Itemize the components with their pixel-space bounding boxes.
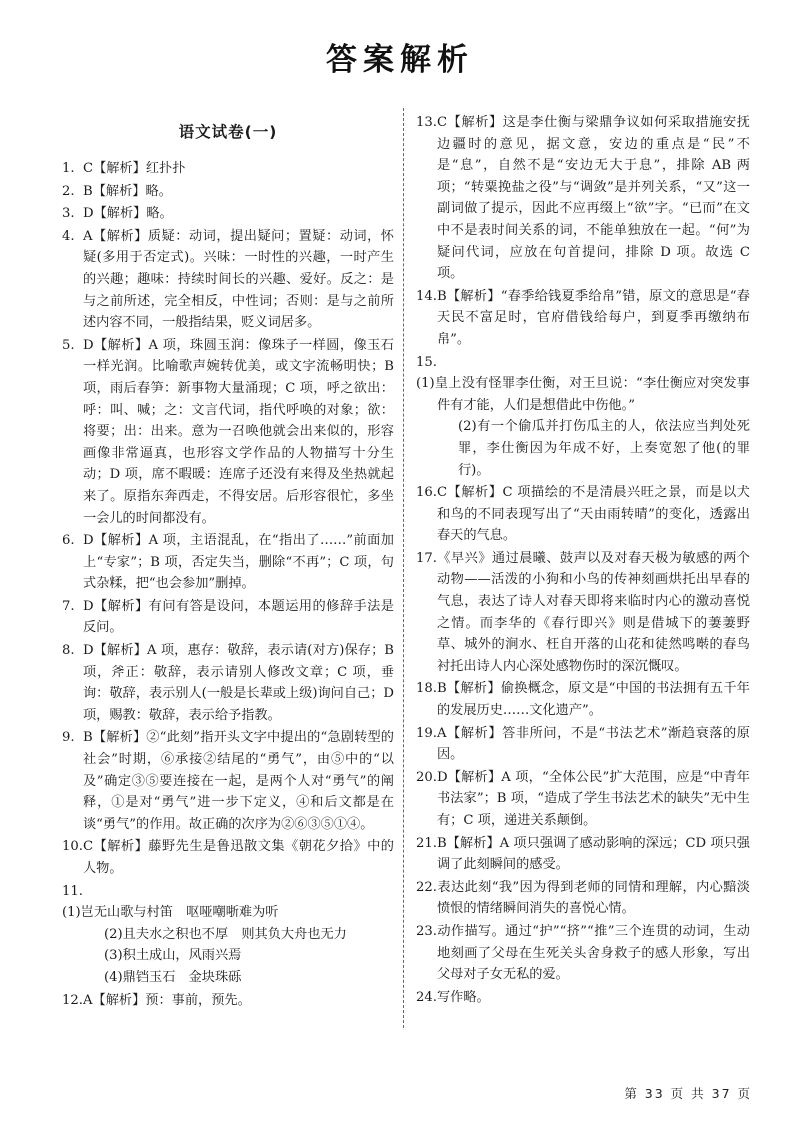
answer-text: A【解析】预：事前，预先。 <box>83 992 251 1008</box>
answer-text: A【解析】质疑：动词，提出疑问；置疑：动词，怀疑(多用于否定式)。兴味：一时性的兴趣，一时产生的兴趣；趣味：持续时间长的兴趣、爱好。反之：是与之前所述，完全相反，中性词；否则：是与之前所述内容不同，一般指结果，贬义词居多。 <box>83 228 394 331</box>
answer-item <box>62 990 394 1012</box>
answer-text: C【解析】红扑扑 <box>83 161 186 176</box>
answer-item <box>62 158 394 180</box>
answer-text: D【解析】A 项，珠圆玉润：像珠子一样圆，像玉石一样光润。比喻歌声婉转优美，或文字流畅明快；B 项，雨后春笋：新事物大量涌现；C 项，呼之欲出：呼：叫、喊；之：文言代词，指代呼唤的对象；欲：将要；出：出来。意为一召唤他就会出来似的，形容画像非常逼真，也形容文学作品的人物描写十分生动；D 项，席不暇暖：连席子还没有来得及坐热就起来了。原指东奔西走，不得安居。后形容很忙，多坐一会儿的时间都没有。 <box>83 337 394 526</box>
answer-text: D【解析】有问有答是设问，本题运用的修辞手法是反问。 <box>83 598 394 636</box>
answer-number: 23. <box>416 923 437 939</box>
answer-item <box>416 921 750 986</box>
answer-text: B【解析】“春季给钱夏季给帛”错，原文的意思是“春天民不富足时，官府借钱给每户，到夏季再缴纳布帛”。 <box>437 288 750 347</box>
answer-text: C【解析】这是李仕衡与梁鼎争议如何采取措施安抚边疆时的意见，据文意，安边的重点是“民”不是“息”，自然不是“安边无大于息”，排除 AB 两项；“转粟挽盐之役”与“调敛”是并列关系，“又”这一副词做了提示，因此不应再缀上“欲”字。“已而”在文中不是表时间关系的词，不能单独放在一起。“何”为疑问代词，应放在句首提问，排除 D 项。故选 C 项。 <box>437 115 750 282</box>
answer-number: 3. <box>62 206 75 222</box>
answer-number: 20. <box>416 769 437 785</box>
page-footer: 第 33 页 共 37 页 <box>624 1086 752 1101</box>
answer-number: 11. <box>62 883 83 899</box>
answer-number: 8. <box>62 643 75 659</box>
answer-text: B【解析】A 项只强调了感动影响的深远；CD 项只强调了此刻瞬间的感受。 <box>437 835 750 873</box>
answer-text: C【解析】C 项描绘的不是清晨兴旺之景，而是以犬和鸟的不同表现写出了“天由雨转晴”的变化，透露出春天的气息。 <box>437 485 750 544</box>
answer-item <box>62 727 394 835</box>
answer-number: 15. <box>416 354 437 370</box>
answer-number: 14. <box>416 288 437 304</box>
answer-list-right <box>416 112 750 1008</box>
answer-item <box>416 723 750 766</box>
column-divider <box>403 108 404 1028</box>
answer-number: 24. <box>416 989 437 1005</box>
answer-subitem: (2)有一个偷瓜并打伤瓜主的人，依法应当判处死罪，李仕衡因为年成不好，上奏宽恕了他(的罪行)。 <box>458 419 750 478</box>
section-title: 语文试卷(一) <box>178 123 278 141</box>
answer-item <box>416 678 750 721</box>
answer-subitem-row <box>83 945 394 967</box>
answer-item <box>62 881 394 989</box>
answer-number: 7. <box>62 598 75 614</box>
answer-number: 2. <box>62 183 75 199</box>
answer-text: 表达此刻“我”因为得到老师的同情和理解，内心黯淡愤恨的情绪瞬间消失的喜悦心情。 <box>437 879 750 917</box>
answer-number: 5. <box>62 337 75 353</box>
answer-item <box>416 833 750 876</box>
answer-number: 18. <box>416 681 437 697</box>
answer-item <box>62 335 394 529</box>
answer-item <box>62 640 394 726</box>
answer-text: 动作描写。通过“护”“挤”“推”三个连贯的动词，生动地刻画了父母在生死关头舍身救子的感人形象，写出父母对子女无私的爱。 <box>437 923 750 983</box>
answer-text: A【解析】答非所问，不是“书法艺术”渐趋衰落的原因。 <box>437 725 750 763</box>
answer-number: 10. <box>62 839 83 855</box>
answer-number: 4. <box>62 228 75 244</box>
answer-subitem-row <box>437 416 750 481</box>
answer-text: D【解析】A 项，惠存：敬辞，表示请(对方)保存；B 项，斧正：敬辞，表示请别人修改文章；C 项，垂询：敬辞，表示别人(一般是长辈或上级)询问自己；D 项，赐教：敬辞，表示给予指教。 <box>83 643 394 723</box>
answer-subitem-row <box>83 924 394 946</box>
answer-item <box>416 548 750 678</box>
answer-number: 1. <box>62 161 75 176</box>
answer-text <box>62 902 394 924</box>
answer-item <box>62 203 394 225</box>
answer-subitem: (1)皇上没有怪罪李仕衡，对王旦说：“李仕衡应对突发事件有才能，人们是想借此中伤他。” <box>416 376 750 413</box>
answer-text: 写作略。 <box>437 989 490 1005</box>
answer-number: 19. <box>416 725 437 741</box>
answer-text: 《早兴》通过晨曦、鼓声以及对春天极为敏感的两个动物——活泼的小狗和小鸟的传神刻画烘托出早春的气息，表达了诗人对春天即将来临时内心的激动喜悦之情。而李华的《春行即兴》则是借城下的萋萋野草、城外的涧水、枉自开落的山花和徒然鸣啭的春鸟衬托出诗人内心深处感物伤时的深沉慨叹。 <box>437 550 750 674</box>
answer-text: B【解析】略。 <box>83 183 172 199</box>
answer-item <box>416 112 750 285</box>
answer-subitem: (4)鼎铛玉石 金块珠砾 <box>104 969 242 985</box>
page-title: 答案解析 <box>326 42 474 78</box>
answer-item <box>62 530 394 595</box>
answer-number: 12. <box>62 992 83 1008</box>
answer-number: 16. <box>416 485 437 501</box>
left-column <box>62 116 394 1012</box>
answer-item <box>62 596 394 639</box>
answer-item <box>62 836 394 879</box>
answer-text: B【解析】偷换概念，原文是“中国的书法拥有五千年的发展历史……文化遗产”。 <box>437 681 750 719</box>
answer-item <box>416 352 750 482</box>
answer-number: 6. <box>62 533 75 549</box>
answer-item <box>416 877 750 920</box>
answer-item <box>416 286 750 351</box>
answer-item <box>62 181 394 203</box>
answer-text: D【解析】A 项，主语混乱，在“指出了……”前面加上“专家”；B 项，否定失当，删除“不再”；C 项，句式杂糅，把“也会参加”删掉。 <box>83 533 394 592</box>
answer-subitem-row <box>83 967 394 989</box>
answer-subitem: (1)岂无山歌与村笛 呕哑嘲哳难为听 <box>62 905 279 921</box>
answer-item <box>416 482 750 547</box>
answer-text: D【解析】A 项，“全体公民”扩大范围，应是“中青年书法家”；B 项，“造成了学生书法艺术的缺失”无中生有；C 项，递进关系颠倒。 <box>437 769 750 828</box>
answer-text: D【解析】略。 <box>83 206 173 222</box>
answer-text <box>416 373 750 416</box>
answer-number: 17. <box>416 550 437 566</box>
answer-number: 13. <box>416 115 437 130</box>
answer-item <box>416 987 750 1009</box>
answer-text: C【解析】藤野先生是鲁迅散文集《朝花夕拾》中的人物。 <box>83 839 394 876</box>
answer-subitem: (3)积土成山，风雨兴焉 <box>104 948 242 964</box>
answer-number: 21. <box>416 835 437 851</box>
answer-subitem: (2)且夫水之积也不厚 则其负大舟也无力 <box>104 926 347 942</box>
right-column <box>416 112 750 1009</box>
answer-number: 9. <box>62 730 75 746</box>
answer-number: 22. <box>416 879 437 895</box>
answer-item <box>62 226 394 334</box>
answer-item <box>416 767 750 832</box>
answer-text: B【解析】②“此刻”指开头文字中提出的“急剧转型的社会”时期，⑥承接②结尾的“勇气”，由⑤中的“以及”确定③⑤要连接在一起，是两个人对“勇气”的阐释，①是对“勇气”进一步下定义，④和后文都是在谈“勇气”的作用。故正确的次序为②⑥③⑤①④。 <box>83 730 394 832</box>
answer-list-left <box>62 158 394 1011</box>
